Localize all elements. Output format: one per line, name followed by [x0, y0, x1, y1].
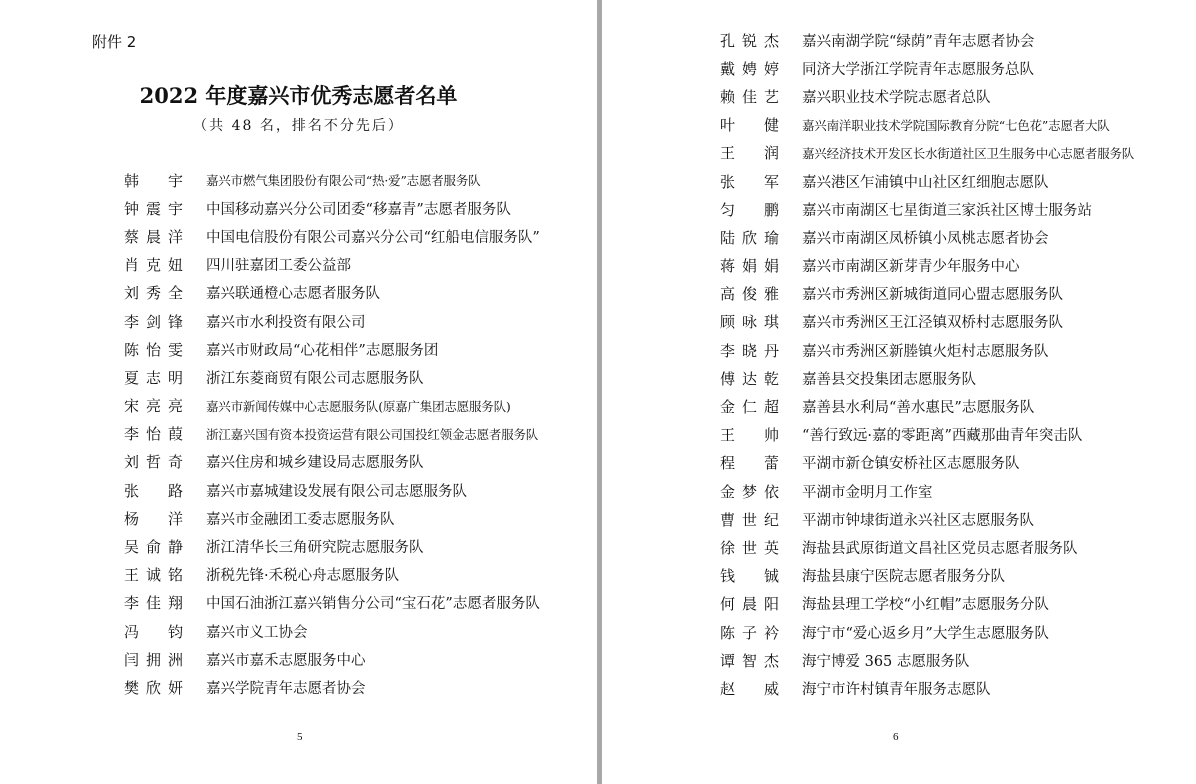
volunteer-name: 陆欣瑜	[720, 228, 780, 247]
list-item	[0, 504, 597, 532]
volunteer-organization: 平湖市金明月工作室	[802, 484, 933, 501]
list-item	[602, 82, 1196, 110]
page-number: 6	[893, 731, 899, 743]
list-item	[602, 111, 1196, 139]
list-item	[602, 280, 1196, 308]
list-item	[0, 532, 597, 560]
page-5	[0, 0, 597, 784]
volunteer-name: 匀 鹏	[720, 200, 780, 219]
page-number: 5	[297, 731, 303, 743]
list-item	[602, 223, 1196, 251]
volunteer-organization: 嘉兴市南湖区七星街道三家浜社区博士服务站	[802, 202, 1092, 219]
volunteer-name: 肖克妞	[124, 256, 184, 275]
list-item	[602, 26, 1196, 54]
volunteer-name: 何晨阳	[720, 595, 780, 614]
list-item	[0, 448, 597, 476]
volunteer-name: 赖佳艺	[720, 87, 780, 106]
volunteer-list-right	[602, 26, 1196, 703]
volunteer-organization: 嘉兴市南湖区新芽青少年服务中心	[802, 259, 1020, 276]
volunteer-name: 程 蕾	[720, 454, 780, 473]
volunteer-name: 戴娉婷	[720, 59, 780, 78]
attachment-label: 附件 2	[92, 33, 137, 51]
volunteer-organization: 同济大学浙江学院青年志愿服务总队	[802, 61, 1034, 78]
volunteer-organization: 嘉兴市秀洲区新城街道同心盟志愿服务队	[802, 287, 1063, 304]
list-item	[602, 167, 1196, 195]
volunteer-name: 张 路	[124, 481, 184, 500]
volunteer-organization: 四川驻嘉团工委公益部	[206, 258, 351, 275]
volunteer-name: 顾咏琪	[720, 313, 780, 332]
volunteer-organization: 嘉善县交投集团志愿服务队	[802, 371, 976, 388]
volunteer-name: 钱 铖	[720, 567, 780, 586]
volunteer-organization: 嘉兴市南湖区凤桥镇小凤桃志愿者协会	[802, 230, 1049, 247]
volunteer-name: 闫拥洲	[124, 650, 184, 669]
volunteer-name: 陈怡雯	[124, 340, 184, 359]
volunteer-organization: 嘉兴市义工协会	[206, 624, 308, 641]
volunteer-organization: 嘉兴联通橙心志愿者服务队	[206, 286, 380, 303]
list-item	[602, 618, 1196, 646]
volunteer-organization: 海宁市“爱心返乡月”大学生志愿服务队	[802, 625, 1049, 642]
volunteer-organization: 嘉兴经济技术开发区长水街道社区卫生服务中心志愿者服务队	[802, 145, 1135, 161]
volunteer-name: 曹世纪	[720, 510, 780, 529]
list-item	[0, 363, 597, 391]
volunteer-organization: 海盐县武原街道文昌社区党员志愿者服务队	[802, 540, 1078, 557]
list-item	[0, 279, 597, 307]
list-item	[602, 364, 1196, 392]
list-item	[602, 590, 1196, 618]
list-item	[602, 533, 1196, 561]
volunteer-organization: 浙江嘉兴国有资本投资运营有限公司国投红领金志愿者服务队	[206, 426, 539, 442]
page-6	[602, 0, 1196, 784]
volunteer-name: 吴俞静	[124, 538, 184, 557]
volunteer-organization: 嘉兴市水利投资有限公司	[206, 314, 366, 331]
volunteer-name: 钟震宇	[124, 199, 184, 218]
volunteer-name: 李佳翔	[124, 594, 184, 613]
volunteer-organization: 嘉兴职业技术学院志愿者总队	[802, 89, 991, 106]
volunteer-organization: 嘉兴市嘉禾志愿服务中心	[206, 652, 366, 669]
volunteer-name: 蒋娟娟	[720, 257, 780, 276]
volunteer-name: 张 军	[720, 172, 780, 191]
volunteer-name: 叶 健	[720, 116, 780, 135]
volunteer-organization: 平湖市新仓镇安桥社区志愿服务队	[802, 456, 1020, 473]
list-item	[0, 589, 597, 617]
volunteer-name: 李剑锋	[124, 312, 184, 331]
volunteer-organization: 海盐县理工学校“小红帽”志愿服务分队	[802, 597, 1049, 614]
volunteer-name: 孔锐杰	[720, 31, 780, 50]
volunteer-organization: 嘉善县水利局“善水惠民”志愿服务队	[802, 400, 1035, 417]
volunteer-organization: 嘉兴南湖学院“绿荫”青年志愿者协会	[802, 33, 1035, 50]
volunteer-organization: 浙税先锋·禾税心舟志愿服务队	[206, 568, 400, 585]
list-item	[0, 420, 597, 448]
list-item	[602, 477, 1196, 505]
volunteer-name: 谭智杰	[720, 651, 780, 670]
list-item	[0, 194, 597, 222]
volunteer-name: 王 帅	[720, 426, 780, 445]
volunteer-organization: 嘉兴市嘉城建设发展有限公司志愿服务队	[206, 483, 467, 500]
list-item	[0, 645, 597, 673]
volunteer-organization: 海盐县康宁医院志愿者服务分队	[802, 569, 1005, 586]
list-item	[602, 449, 1196, 477]
volunteer-name: 韩 宇	[124, 171, 184, 190]
volunteer-organization: 海宁博爱 365 志愿服务队	[802, 653, 970, 670]
volunteer-name: 徐世英	[720, 538, 780, 557]
volunteer-list-left	[0, 166, 597, 702]
volunteer-name: 刘哲奇	[124, 453, 184, 472]
volunteer-organization: 嘉兴市财政局“心花相伴”志愿服务团	[206, 342, 439, 359]
volunteer-organization: 浙江清华长三角研究院志愿服务队	[206, 540, 424, 557]
list-item	[0, 335, 597, 363]
list-item	[602, 336, 1196, 364]
list-item	[0, 392, 597, 420]
document-subtitle: （共 48 名，排名不分先后）	[193, 118, 404, 134]
list-item	[0, 476, 597, 504]
volunteer-name: 冯 钧	[124, 622, 184, 641]
volunteer-organization: 中国移动嘉兴分公司团委“移嘉青”志愿者服务队	[206, 201, 511, 218]
list-item	[0, 673, 597, 701]
list-item	[602, 421, 1196, 449]
volunteer-organization: 嘉兴市新闻传媒中心志愿服务队(原嘉广集团志愿服务队)	[206, 398, 511, 414]
list-item	[602, 392, 1196, 420]
list-item	[602, 54, 1196, 82]
volunteer-organization: 嘉兴市秀洲区新塍镇火炬村志愿服务队	[802, 343, 1049, 360]
volunteer-name: 高俊雅	[720, 285, 780, 304]
list-item	[602, 646, 1196, 674]
list-item	[602, 308, 1196, 336]
list-item	[0, 251, 597, 279]
list-item	[602, 195, 1196, 223]
volunteer-organization: 平湖市钟埭街道永兴社区志愿服务队	[802, 512, 1034, 529]
volunteer-organization: 嘉兴南洋职业技术学院国际教育分院“七色花”志愿者大队	[802, 117, 1110, 133]
volunteer-name: 傅达乾	[720, 369, 780, 388]
volunteer-organization: 海宁市许村镇青年服务志愿队	[802, 681, 991, 698]
list-item	[0, 561, 597, 589]
volunteer-organization: 嘉兴市金融团工委志愿服务队	[206, 511, 395, 528]
volunteer-name: 杨 洋	[124, 509, 184, 528]
volunteer-organization: 嘉兴住房和城乡建设局志愿服务队	[206, 455, 424, 472]
volunteer-organization: 浙江东菱商贸有限公司志愿服务队	[206, 370, 424, 387]
list-item	[602, 562, 1196, 590]
volunteer-name: 赵 威	[720, 679, 780, 698]
list-item	[602, 139, 1196, 167]
volunteer-organization: 中国石油浙江嘉兴销售分公司“宝石花”志愿者服务队	[206, 596, 540, 613]
volunteer-organization: 嘉兴港区乍浦镇中山社区红细胞志愿队	[802, 174, 1049, 191]
volunteer-name: 宋亮亮	[124, 397, 184, 416]
list-item	[602, 505, 1196, 533]
volunteer-name: 夏志明	[124, 368, 184, 387]
volunteer-name: 金梦依	[720, 482, 780, 501]
volunteer-name: 李怡葭	[124, 425, 184, 444]
volunteer-name: 王 润	[720, 144, 780, 163]
volunteer-organization: 嘉兴市秀洲区王江泾镇双桥村志愿服务队	[802, 315, 1063, 332]
list-item	[0, 617, 597, 645]
volunteer-name: 王诚铭	[124, 566, 184, 585]
list-item	[0, 166, 597, 194]
volunteer-organization: 嘉兴学院青年志愿者协会	[206, 680, 366, 697]
volunteer-name: 蔡晨洋	[124, 227, 184, 246]
volunteer-organization: 中国电信股份有限公司嘉兴分公司“红船电信服务队”	[206, 229, 540, 246]
list-item	[0, 222, 597, 250]
volunteer-name: 李晓丹	[720, 341, 780, 360]
document-title: 2022 年度嘉兴市优秀志愿者名单	[139, 83, 458, 108]
list-item	[0, 307, 597, 335]
volunteer-name: 樊欣妍	[124, 678, 184, 697]
list-item	[602, 252, 1196, 280]
volunteer-organization: “善行致远·嘉的零距离”西藏那曲青年突击队	[802, 428, 1083, 445]
volunteer-name: 金仁超	[720, 398, 780, 417]
volunteer-organization: 嘉兴市燃气集团股份有限公司“热·爱”志愿者服务队	[206, 173, 481, 189]
volunteer-name: 刘秀全	[124, 284, 184, 303]
volunteer-name: 陈子衿	[720, 623, 780, 642]
list-item	[602, 674, 1196, 702]
